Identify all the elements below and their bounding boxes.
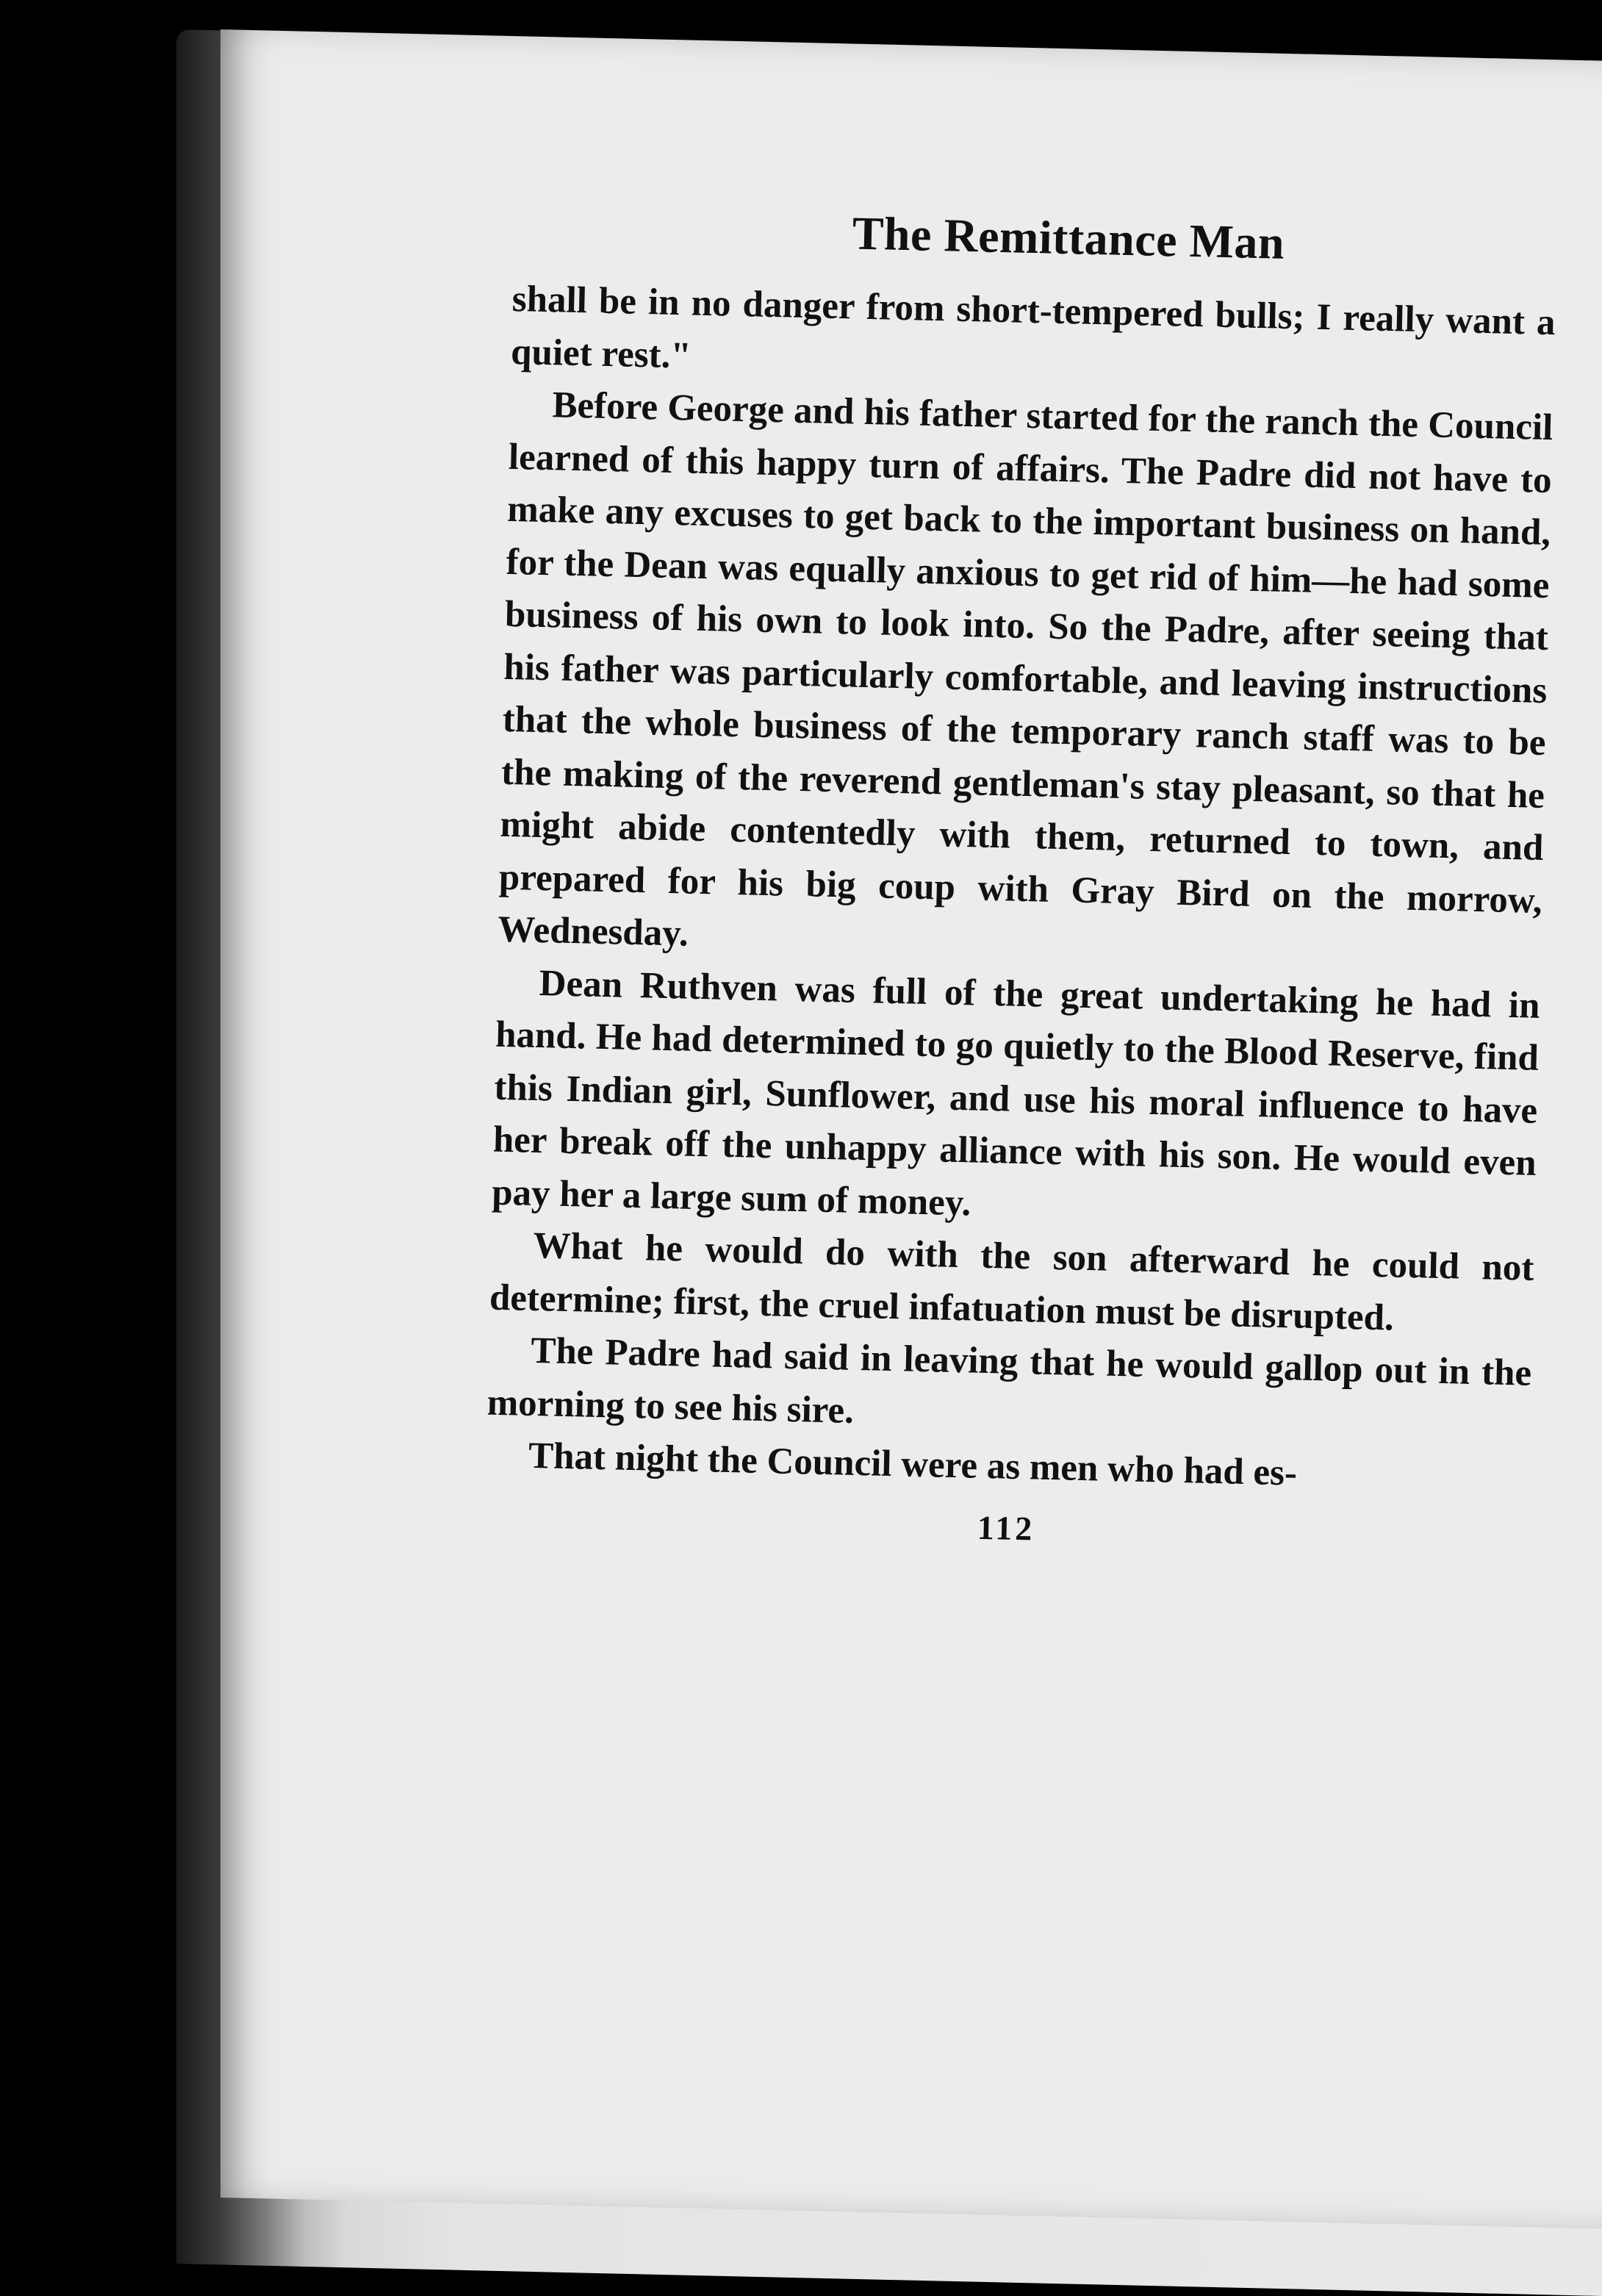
body-text — [485, 273, 1556, 1505]
running-title: The Remittance Man — [852, 207, 1285, 269]
paragraph: Before George and his father started for the ranch the Council learned of this happy turn of affairs. The Padre did not have to make any excuses to get back to the important business on hand, for the Dean was equally anxious to get rid of him—he had some business of his own to look into. So the Padre, after seeing that his father was particularly comfortable, and leaving instructions that the whole business of the temporary ranch staff was to be the making of the reverend gentleman's stay pleasant, so that he might abide contentedly with them, returned to town, and prepared for his big coup with Gray Bird on the morrow, Wednesday. — [497, 384, 1553, 955]
paragraph: The Padre had said in leaving that he would gallop out in the morning to see his sire. — [486, 1330, 1532, 1432]
paragraph: What he would do with the son afterward he could not determine; first, the cruel infatuation must be disrupted. — [489, 1224, 1534, 1339]
paragraph: That night the Council were as men who had es- — [528, 1435, 1298, 1494]
paragraph: Dean Ruthven was full of the great undertaking he had in hand. He had determined to go quietly to the Blood Reserve, find this Indian girl, Sunflower, and use his moral influence to have her break off the unhappy alliance with his son. He would even pay her a large sum of money. — [491, 962, 1541, 1224]
paragraph: shall be in no danger from short-tempered bulls; I really want a quiet rest." — [510, 278, 1556, 377]
page-number: 112 — [977, 1508, 1035, 1548]
page-content — [484, 198, 1558, 1559]
